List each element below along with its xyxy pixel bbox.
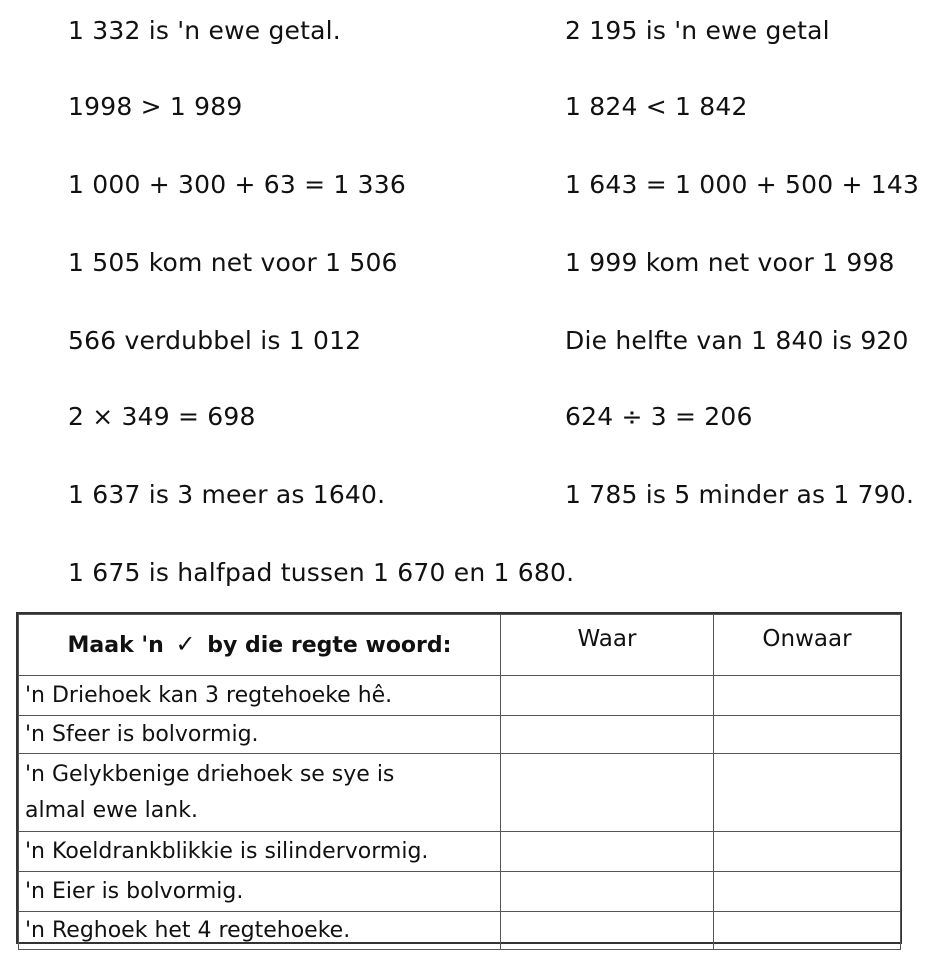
statement-right-7: 1 785 is 5 minder as 1 790. [565, 480, 915, 509]
row-statement: 'n Gelykbenige driehoek se sye is almal ewe lank. [19, 754, 501, 832]
row-statement: 'n Koeldrankblikkie is silindervormig. [19, 832, 501, 872]
column-header-false: Onwaar [714, 615, 901, 676]
statement-right-2: 1 824 < 1 842 [565, 92, 748, 121]
table-header-row [19, 615, 901, 676]
statement-right-5: Die helfte van 1 840 is 920 [565, 326, 909, 355]
answer-cell-false[interactable] [714, 676, 901, 716]
answer-cell-true[interactable] [501, 676, 714, 716]
row-statement: 'n Driehoek kan 3 regtehoeke hê. [19, 676, 501, 716]
instruction-header [19, 615, 501, 676]
statement-left-3: 1 000 + 300 + 63 = 1 336 [68, 170, 406, 199]
row-statement: 'n Sfeer is bolvormig. [19, 716, 501, 754]
answer-cell-false[interactable] [714, 872, 901, 912]
row-statement: 'n Eier is bolvormig. [19, 872, 501, 912]
statement-left-2: 1998 > 1 989 [68, 92, 243, 121]
statement-right-4: 1 999 kom net voor 1 998 [565, 248, 895, 277]
true-false-table [16, 612, 902, 944]
answer-cell-false[interactable] [714, 832, 901, 872]
answer-cell-true[interactable] [501, 832, 714, 872]
statement-left-5: 566 verdubbel is 1 012 [68, 326, 362, 355]
statement-left-7: 1 637 is 3 meer as 1640. [68, 480, 386, 509]
table-row [19, 716, 901, 754]
table-row [19, 832, 901, 872]
statement-final: 1 675 is halfpad tussen 1 670 en 1 680. [68, 558, 575, 587]
answer-cell-true[interactable] [501, 872, 714, 912]
checkmark-icon: ✓ [175, 630, 196, 658]
table-row [19, 676, 901, 716]
answer-cell-true[interactable] [501, 716, 714, 754]
answer-cell-false[interactable] [714, 754, 901, 832]
table-row [19, 872, 901, 912]
statement-right-6: 624 ÷ 3 = 206 [565, 402, 753, 431]
column-header-true: Waar [501, 615, 714, 676]
answer-cell-false[interactable] [714, 716, 901, 754]
statement-left-6: 2 × 349 = 698 [68, 402, 256, 431]
statement-right-3: 1 643 = 1 000 + 500 + 143 [565, 170, 920, 199]
answer-cell-true[interactable] [501, 912, 714, 950]
answer-cell-true[interactable] [501, 754, 714, 832]
statement-left-1: 1 332 is 'n ewe getal. [68, 16, 341, 45]
row-statement: 'n Reghoek het 4 regtehoeke. [19, 912, 501, 950]
table-row [19, 912, 901, 950]
statement-left-4: 1 505 kom net voor 1 506 [68, 248, 398, 277]
instruction-suffix: by die regte woord: [207, 633, 452, 658]
table-row [19, 754, 901, 832]
instruction-prefix: Maak 'n [67, 633, 164, 658]
statement-right-1: 2 195 is 'n ewe getal [565, 16, 830, 45]
answer-cell-false[interactable] [714, 912, 901, 950]
